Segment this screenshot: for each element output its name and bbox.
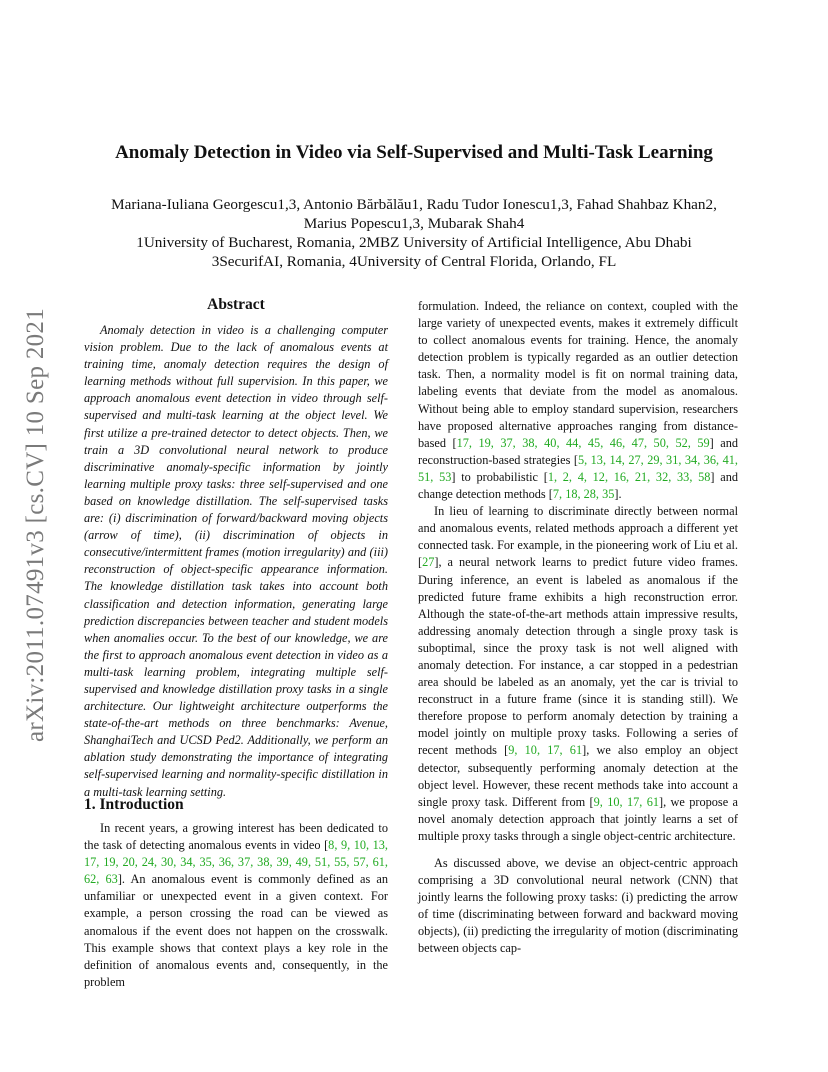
affiliation-line-2: 3SecurifAI, Romania, 4University of Central Florida, Orlando, FL	[211, 253, 617, 270]
citation-link[interactable]: 17, 19, 37, 38, 40, 44, 45, 46, 47, 50, 52, 59	[456, 435, 710, 450]
abstract-heading: Abstract	[207, 296, 265, 313]
intro-text-b: ]. An anomalous event is commonly defined as an unfamiliar or unexpected event in a given context. For example, a person crossing the road can be viewed as anomalous if the event does not happen on the crosswalk. This example shows that context plays a key role in the definition of anomalous events and, consequently, in the problem	[84, 872, 388, 989]
right-column-body	[418, 298, 738, 958]
right-paragraph-3: As discussed above, we devise an object-centric approach comprising a 3D convolutional neural network (CNN) that jointly learns the following proxy tasks: (i) predicting the arrow of time (discriminating between forward and backward moving objects), (ii) predicting the irregularity of motion (discriminating between objects cap-	[418, 856, 738, 956]
right-text-2b: ], a neural network learns to predict future video frames. During inference, an event is labeled as anomalous if the predicted future frame exhibits a high reconstruction error. Although the state-of-the-art methods attain impressive results, addressing anomaly detection through a single proxy task is suboptimal, since the proxy task is not well aligned with anomaly detection. For instance, a car stopped in a pedestrian area should be labeled as an anomaly, yet the car is trivial to reconstruct in a future frame (since it is standing still). We therefore propose to perform anomaly detection by training a model jointly on multiple proxy tasks. Following a series of recent methods [	[418, 555, 738, 758]
abstract-text: Anomaly detection in video is a challenging computer vision problem. Due to the lack of anomalous events at training time, anomaly detection requires the design of learning methods without full supervision. In this paper, we approach anomalous event detection in video through self-supervised and multi-task learning at the object level. We first utilize a pre-trained detector to detect objects. Then, we train a 3D convolutional neural network to produce discriminative anomaly-specific information by jointly learning multiple proxy tasks: three self-supervised and one based on knowledge distillation. The self-supervised tasks are: (i) discrimination of forward/backward moving objects (arrow of time), (ii) discrimination of objects in consecutive/intermittent frames (motion irregularity) and (iii) reconstruction of object-specific appearance information. The knowledge distillation task takes into account both classification and detection information, generating large prediction discrepancies between teacher and student models when anomalies occur. To the best of our knowledge, we are the first to approach anomalous event detection in video as a multi-task learning problem, integrating multiple self-supervised and knowledge distillation proxy tasks in a single architecture. Our lightweight architecture outperforms the state-of-the-art methods on three benchmarks: Avenue, ShanghaiTech and UCSD Ped2. Additionally, we perform an ablation study demonstrating the importance of integrating self-supervised learning and normality-specific distillation in a multi-task learning setting.	[84, 323, 388, 799]
citation-link[interactable]: 9, 10, 17, 61	[593, 794, 659, 809]
right-text-1e: ].	[614, 487, 622, 502]
citation-link[interactable]: 1, 2, 4, 12, 16, 21, 32, 33, 58	[547, 469, 711, 484]
citation-link[interactable]: 9, 10, 17, 61	[508, 743, 583, 758]
abstract-body	[84, 322, 388, 801]
citation-link[interactable]: 5, 13, 14, 27, 29, 31, 34, 36, 41, 51, 53	[418, 452, 738, 484]
citation-link[interactable]: 27	[422, 555, 435, 570]
intro-paragraph-1	[84, 820, 388, 991]
citation-link[interactable]: 7, 18, 28, 35	[552, 487, 615, 502]
arxiv-identifier: arXiv:2011.07491v3 [cs.CV] 10 Sep 2021	[22, 307, 49, 743]
right-text-2c: ], we also employ an object detector, subsequently performing anomaly detection at the object level. However, these recent methods take into account a single proxy task. Different from [	[418, 743, 738, 809]
author-list	[60, 195, 768, 233]
introduction-body	[84, 820, 388, 991]
introduction-heading: 1. Introduction	[84, 796, 184, 813]
authors-line-1: Mariana-Iuliana Georgescu1,3, Antonio Bărbălău1, Radu Tudor Ionescu1,3, Fahad Shahbaz Khan2,	[111, 196, 717, 213]
intro-text-a: In recent years, a growing interest has been dedicated to the task of detecting anomalous events in video [	[84, 821, 388, 853]
authors-line-2: Marius Popescu1,3, Mubarak Shah4	[303, 215, 525, 232]
affiliation-line-1: 1University of Bucharest, Romania, 2MBZ University of Artificial Intelligence, Abu Dhabi	[136, 234, 692, 251]
paper-title: Anomaly Detection in Video via Self-Supervised and Multi-Task Learning	[115, 142, 713, 163]
right-text-1d: ] and change detection methods [	[418, 469, 738, 502]
citation-link[interactable]: 8, 9, 10, 13, 17, 19, 20, 24, 30, 34, 35, 36, 37, 38, 39, 49, 51, 55, 57, 61, 62, 63	[84, 838, 388, 887]
right-text-1a: formulation. Indeed, the reliance on context, coupled with the large variety of unexpected events, makes it extremely difficult to collect anomalous events for training. Hence, the anomaly detection problem is typically regarded as an outlier detection task. Then, a normality model is fit on normal training data, labeling events that deviate from the model as anomalous. Without being able to employ standard supervision, researchers have proposed alternative approaches ranging from distance-based [	[418, 299, 738, 450]
right-text-1b: ] and reconstruction-based strategies [	[418, 435, 738, 467]
right-text-1c: ] to probabilistic [	[451, 469, 548, 484]
right-text-2d: ], we propose a novel anomaly detection approach that jointly learns a set of multiple proxy tasks through a single object-centric architecture.	[418, 794, 739, 843]
right-paragraph-2	[418, 503, 738, 845]
right-paragraph-1	[418, 298, 738, 503]
right-text-2a: In lieu of learning to discriminate directly between normal and anomalous events, related methods approach a different yet connected task. For example, in the pioneering work of Liu et al. [	[418, 504, 738, 570]
arxiv-sidebar	[18, 290, 54, 760]
